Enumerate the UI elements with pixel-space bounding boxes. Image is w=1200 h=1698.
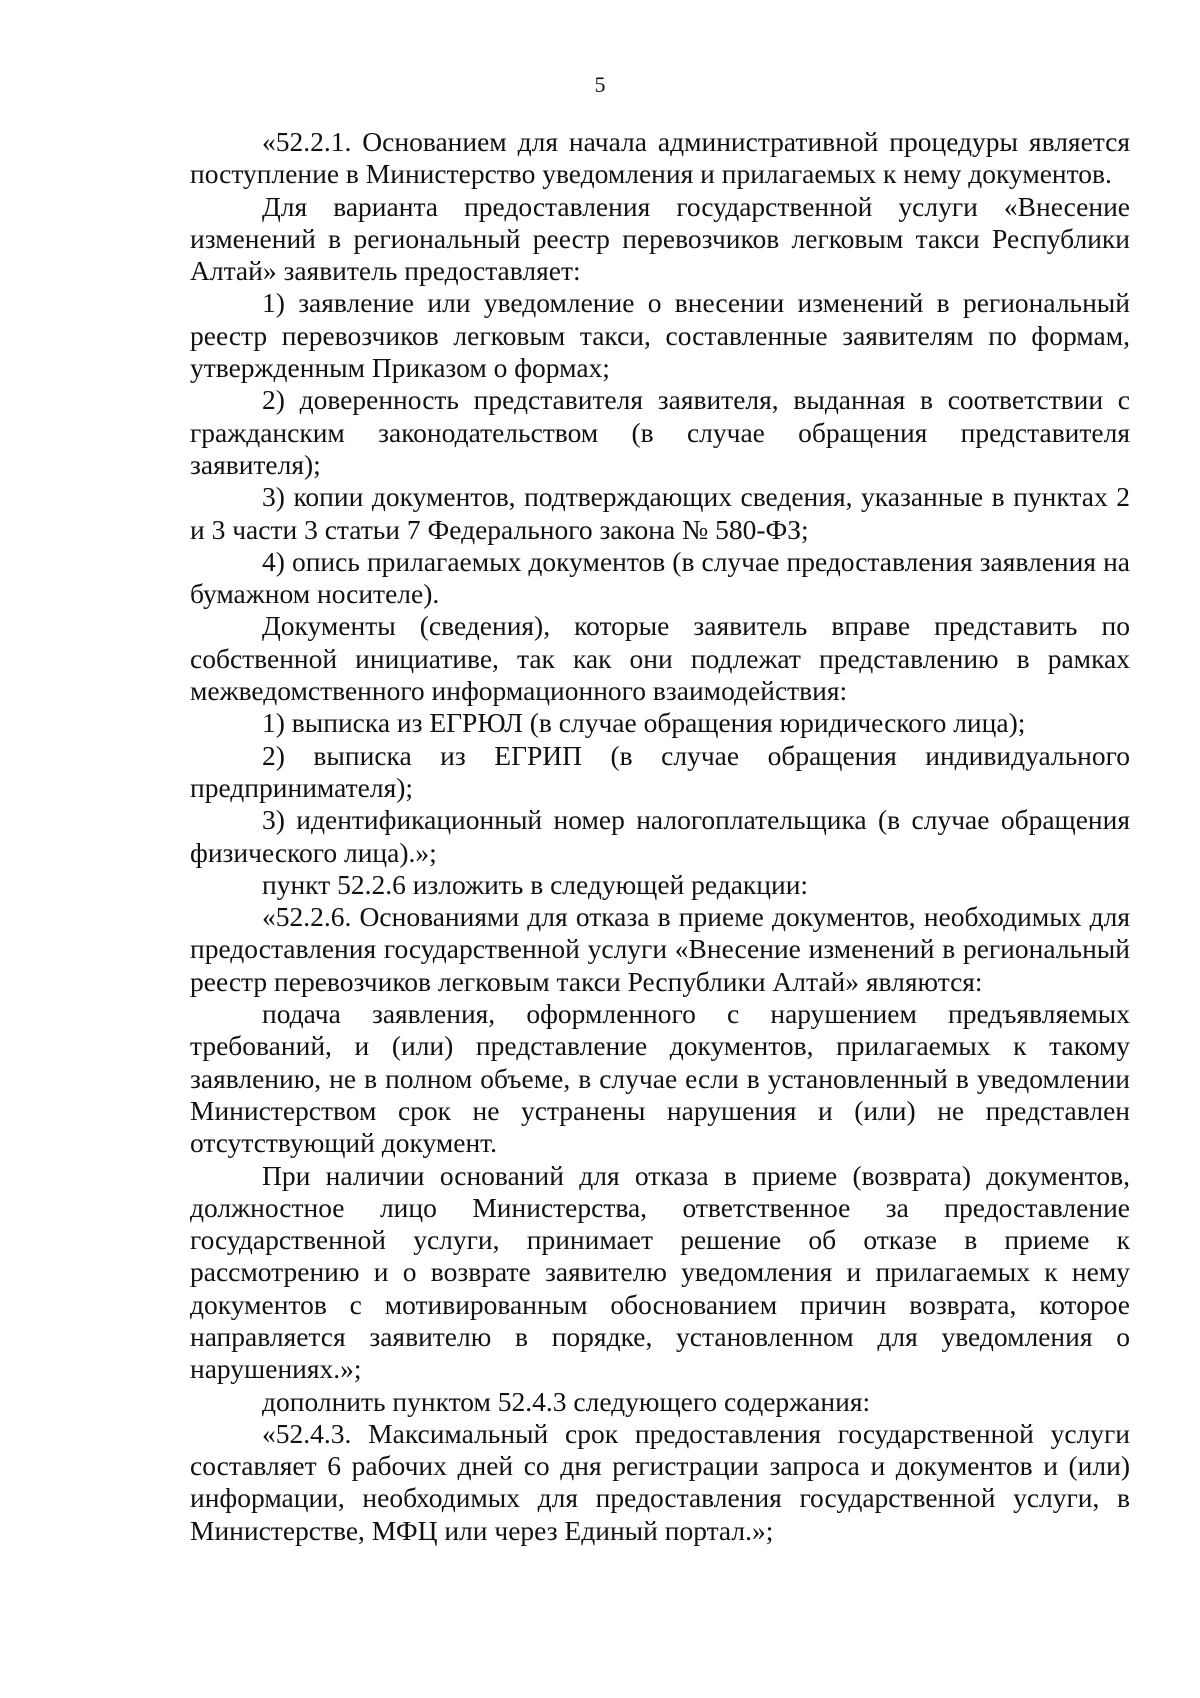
paragraph-amend-52-2-6: пункт 52.2.6 изложить в следующей редакции: xyxy=(262,868,809,900)
list-item-4-inventory: 4) опись прилагаемых документов (в случае предоставления заявления на бумажном носителе). xyxy=(190,545,1130,610)
list-item-3-copies: 3) копии документов, подтверждающих сведения, указанные в пунктах 2 и 3 части 3 статьи 7 Федерального закона № 580-ФЗ; xyxy=(190,481,1130,545)
list-item-1-application: 1) заявление или уведомление о внесении изменений в региональный реестр перевозчиков легковым такси, составленные заявителям по формам, утвержденным Приказом о формах; xyxy=(190,287,1130,384)
paragraph-return-decision: При наличии оснований для отказа в приеме (возврата) документов, должностное лицо Министерства, ответственное за предоставление государственной услуги, принимает решение об отказе в приеме к рассмотрению и о возврате заявителю уведомления и прилагаемых к нему документов с мотивированным обоснованием причин возврата, которое направляется заявителю в порядке, установленном для уведомления о нарушениях.»; xyxy=(190,1159,1130,1385)
list-item-3-inn: 3) идентификационный номер налогоплательщика (в случае обращения физического лица).»; xyxy=(190,804,1130,868)
paragraph-refusal-grounds: подача заявления, оформленного с нарушением предъявляемых требований, и (или) представление документов, прилагаемых к такому заявлению, не в полном объеме, в случае если в установленный в уведомлении Министерством срок не устранены нарушения и (или) не представлен отсутствующий документ. xyxy=(190,998,1130,1159)
paragraph-add-52-4-3: дополнить пунктом 52.4.3 следующего содержания: xyxy=(262,1385,871,1417)
paragraph-52-4-3: «52.4.3. Максимальный срок предоставления государственной услуги составляет 6 рабочих дней со дня регистрации запроса и документов и (или) информации, необходимых для предоставления государственной услуги, в Министерстве, МФЦ или через Единый портал.»; xyxy=(190,1417,1130,1546)
paragraph-variant-intro: Для варианта предоставления государственной услуги «Внесение изменений в региональный реестр перевозчиков легковым такси Республики Алтай» заявитель предоставляет: xyxy=(190,190,1130,287)
list-item-2-egrip: 2) выписка из ЕГРИП (в случае обращения индивидуального предпринимателя); xyxy=(190,739,1130,803)
list-item-2-power-of-attorney: 2) доверенность представителя заявителя, выданная в соответствии с гражданским законодательством (в случае обращения представителя заявителя); xyxy=(190,384,1130,480)
paragraph-52-2-6: «52.2.6. Основаниями для отказа в приеме документов, необходимых для предоставления государственной услуги «Внесение изменений в региональный реестр перевозчиков легковым такси Республики Алтай» являются: xyxy=(190,901,1130,997)
paragraph-own-initiative-documents: Документы (сведения), которые заявитель вправе представить по собственной инициативе, так как они подлежат представлению в рамках межведомственного информационного взаимодействия: xyxy=(190,610,1130,707)
list-item-1-egrul: 1) выписка из ЕГРЮЛ (в случае обращения юридического лица); xyxy=(262,707,1026,739)
document-body xyxy=(190,126,1130,1547)
paragraph-52-2-1: «52.2.1. Основанием для начала административной процедуры является поступление в Министерство уведомления и прилагаемых к нему документов. xyxy=(190,126,1130,190)
page-number: 5 xyxy=(594,72,606,97)
